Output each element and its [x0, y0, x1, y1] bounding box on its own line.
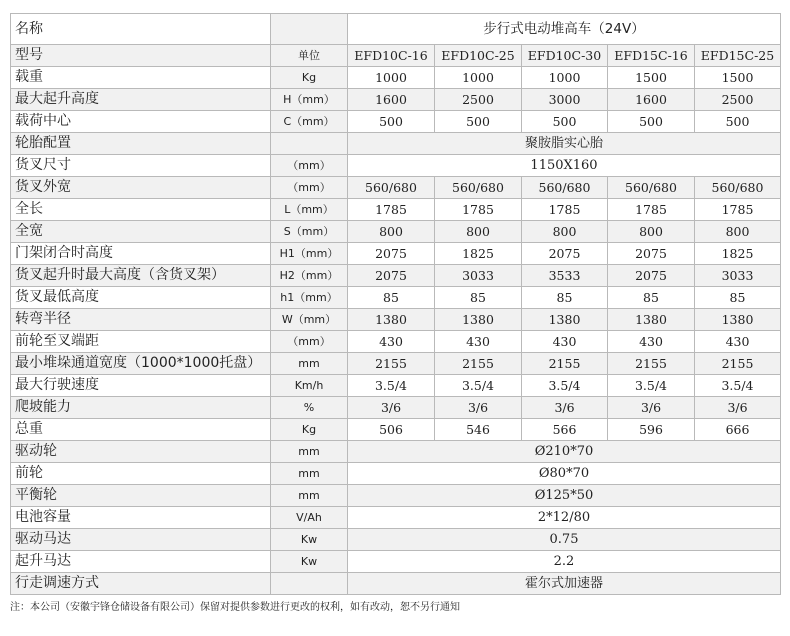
spec-value: 1380: [695, 309, 781, 331]
spec-unit: L（mm）: [271, 199, 348, 221]
table-title-row: [11, 14, 781, 45]
spec-value: 500: [608, 111, 695, 133]
spec-value: 800: [608, 221, 695, 243]
spec-value: 85: [695, 287, 781, 309]
table-row: [11, 397, 781, 419]
spec-value: 560/680: [608, 177, 695, 199]
table-row: [11, 155, 781, 177]
spec-value: 500: [435, 111, 522, 133]
spec-name: 起升马达: [11, 551, 271, 573]
spec-value: 1785: [435, 199, 522, 221]
spec-unit: Kg: [271, 419, 348, 441]
spec-value: 3533: [522, 265, 608, 287]
spec-unit: H1（mm）: [271, 243, 348, 265]
spec-value: 430: [608, 331, 695, 353]
table-row: [11, 331, 781, 353]
spec-value: 1500: [608, 67, 695, 89]
spec-value: 3000: [522, 89, 608, 111]
spec-value: 2075: [348, 243, 435, 265]
table-row: [11, 265, 781, 287]
spec-unit: （mm）: [271, 331, 348, 353]
spec-name: 总重: [11, 419, 271, 441]
spec-unit: （mm）: [271, 155, 348, 177]
model-name: EFD10C-25: [435, 45, 522, 67]
spec-value: 3.5/4: [348, 375, 435, 397]
spec-value: 1600: [348, 89, 435, 111]
table-row: [11, 287, 781, 309]
spec-unit: [271, 573, 348, 595]
spec-unit: Kw: [271, 551, 348, 573]
spec-name: 最小堆垛通道宽度（1000*1000托盘）: [11, 353, 271, 375]
table-row: [11, 375, 781, 397]
spec-value-merged: 霍尔式加速器: [348, 573, 781, 595]
spec-value: 3.5/4: [695, 375, 781, 397]
spec-table: [10, 13, 781, 595]
spec-value: 3033: [435, 265, 522, 287]
model-name: EFD10C-16: [348, 45, 435, 67]
spec-name: 轮胎配置: [11, 133, 271, 155]
spec-name: 行走调速方式: [11, 573, 271, 595]
spec-value: 1380: [522, 309, 608, 331]
spec-unit: （mm）: [271, 177, 348, 199]
spec-value-merged: Ø210*70: [348, 441, 781, 463]
spec-value: 2500: [435, 89, 522, 111]
spec-value: 2155: [348, 353, 435, 375]
spec-value-merged: 聚胺脂实心胎: [348, 133, 781, 155]
spec-value: 1785: [522, 199, 608, 221]
spec-value: 2075: [608, 265, 695, 287]
spec-value: 430: [435, 331, 522, 353]
table-row: [11, 221, 781, 243]
spec-value-merged: 1150X160: [348, 155, 781, 177]
spec-name: 载重: [11, 67, 271, 89]
spec-name: 平衡轮: [11, 485, 271, 507]
spec-name: 前轮至叉端距: [11, 331, 271, 353]
spec-name: 货叉外宽: [11, 177, 271, 199]
spec-value: 3033: [695, 265, 781, 287]
table-row: [11, 89, 781, 111]
spec-value: 3/6: [695, 397, 781, 419]
table-row: [11, 309, 781, 331]
spec-value: 560/680: [522, 177, 608, 199]
spec-unit: H（mm）: [271, 89, 348, 111]
spec-value: 1000: [435, 67, 522, 89]
spec-value: 2155: [608, 353, 695, 375]
model-header-row: [11, 45, 781, 67]
spec-name: 爬坡能力: [11, 397, 271, 419]
spec-value: 500: [522, 111, 608, 133]
table-row: [11, 67, 781, 89]
spec-value: 1825: [435, 243, 522, 265]
spec-unit: mm: [271, 485, 348, 507]
spec-value: 800: [435, 221, 522, 243]
spec-unit: Kw: [271, 529, 348, 551]
spec-value-merged: Ø80*70: [348, 463, 781, 485]
spec-value: 566: [522, 419, 608, 441]
model-name: EFD15C-16: [608, 45, 695, 67]
spec-value: 1000: [348, 67, 435, 89]
spec-value: 1000: [522, 67, 608, 89]
spec-value-merged: 0.75: [348, 529, 781, 551]
spec-name: 最大行驶速度: [11, 375, 271, 397]
spec-value: 1380: [435, 309, 522, 331]
spec-value: 2155: [695, 353, 781, 375]
spec-value: 2155: [522, 353, 608, 375]
spec-value: 85: [348, 287, 435, 309]
table-row: [11, 177, 781, 199]
spec-value: 666: [695, 419, 781, 441]
spec-value: 2155: [435, 353, 522, 375]
spec-value: 546: [435, 419, 522, 441]
spec-unit: Km/h: [271, 375, 348, 397]
table-row: [11, 419, 781, 441]
spec-name: 货叉起升时最大高度（含货叉架）: [11, 265, 271, 287]
spec-value: 3/6: [522, 397, 608, 419]
spec-value: 560/680: [695, 177, 781, 199]
spec-name: 电池容量: [11, 507, 271, 529]
spec-name: 全宽: [11, 221, 271, 243]
spec-unit: %: [271, 397, 348, 419]
spec-unit: h1（mm）: [271, 287, 348, 309]
table-row: [11, 485, 781, 507]
table-row: [11, 111, 781, 133]
spec-value: 2500: [695, 89, 781, 111]
spec-name: 最大起升高度: [11, 89, 271, 111]
spec-name: 前轮: [11, 463, 271, 485]
spec-name: 门架闭合时高度: [11, 243, 271, 265]
spec-name: 货叉最低高度: [11, 287, 271, 309]
spec-value: 2075: [348, 265, 435, 287]
spec-unit: H2（mm）: [271, 265, 348, 287]
spec-value: 1380: [348, 309, 435, 331]
spec-unit: mm: [271, 463, 348, 485]
spec-unit: S（mm）: [271, 221, 348, 243]
spec-value: 1785: [608, 199, 695, 221]
model-name: EFD15C-25: [695, 45, 781, 67]
spec-value: 3/6: [348, 397, 435, 419]
name-header: 名称: [11, 14, 271, 45]
blank-header-cell: [271, 14, 348, 45]
spec-value: 560/680: [348, 177, 435, 199]
spec-value-merged: 2*12/80: [348, 507, 781, 529]
spec-unit: Kg: [271, 67, 348, 89]
spec-value: 1785: [348, 199, 435, 221]
spec-name: 载荷中心: [11, 111, 271, 133]
product-title: 步行式电动堆高车（24V）: [348, 14, 781, 45]
table-row: [11, 529, 781, 551]
spec-value: 1785: [695, 199, 781, 221]
spec-value: 1500: [695, 67, 781, 89]
spec-value: 85: [608, 287, 695, 309]
spec-unit: mm: [271, 353, 348, 375]
table-row: [11, 199, 781, 221]
spec-value: 596: [608, 419, 695, 441]
table-row: [11, 243, 781, 265]
spec-value: 3/6: [608, 397, 695, 419]
spec-name: 全长: [11, 199, 271, 221]
model-name: EFD10C-30: [522, 45, 608, 67]
spec-name: 货叉尺寸: [11, 155, 271, 177]
spec-value: 3.5/4: [522, 375, 608, 397]
spec-value: 1825: [695, 243, 781, 265]
table-row: [11, 507, 781, 529]
spec-value: 430: [522, 331, 608, 353]
table-row: [11, 573, 781, 595]
table-row: [11, 551, 781, 573]
spec-unit: C（mm）: [271, 111, 348, 133]
disclaimer-note: 注：本公司（安徽宇锋仓储设备有限公司）保留对提供参数进行更改的权利，如有改动，恕不另行通知: [10, 602, 460, 613]
spec-unit: V/Ah: [271, 507, 348, 529]
spec-unit: mm: [271, 441, 348, 463]
spec-value: 800: [695, 221, 781, 243]
spec-value: 506: [348, 419, 435, 441]
spec-value: 1380: [608, 309, 695, 331]
spec-value: 3/6: [435, 397, 522, 419]
spec-value: 800: [348, 221, 435, 243]
spec-value: 2075: [522, 243, 608, 265]
unit-label: 单位: [271, 45, 348, 67]
spec-unit: W（mm）: [271, 309, 348, 331]
table-row: [11, 133, 781, 155]
spec-value-merged: 2.2: [348, 551, 781, 573]
spec-value: 500: [348, 111, 435, 133]
spec-value: 560/680: [435, 177, 522, 199]
table-row: [11, 353, 781, 375]
spec-name: 驱动轮: [11, 441, 271, 463]
spec-name: 转弯半径: [11, 309, 271, 331]
table-row: [11, 441, 781, 463]
spec-value-merged: Ø125*50: [348, 485, 781, 507]
spec-value: 3.5/4: [435, 375, 522, 397]
spec-value: 430: [348, 331, 435, 353]
spec-unit: [271, 133, 348, 155]
spec-value: 2075: [608, 243, 695, 265]
spec-name: 驱动马达: [11, 529, 271, 551]
spec-value: 500: [695, 111, 781, 133]
table-row: [11, 463, 781, 485]
spec-value: 800: [522, 221, 608, 243]
spec-value: 85: [522, 287, 608, 309]
spec-value: 85: [435, 287, 522, 309]
spec-value: 1600: [608, 89, 695, 111]
spec-value: 3.5/4: [608, 375, 695, 397]
model-label: 型号: [11, 45, 271, 67]
spec-value: 430: [695, 331, 781, 353]
